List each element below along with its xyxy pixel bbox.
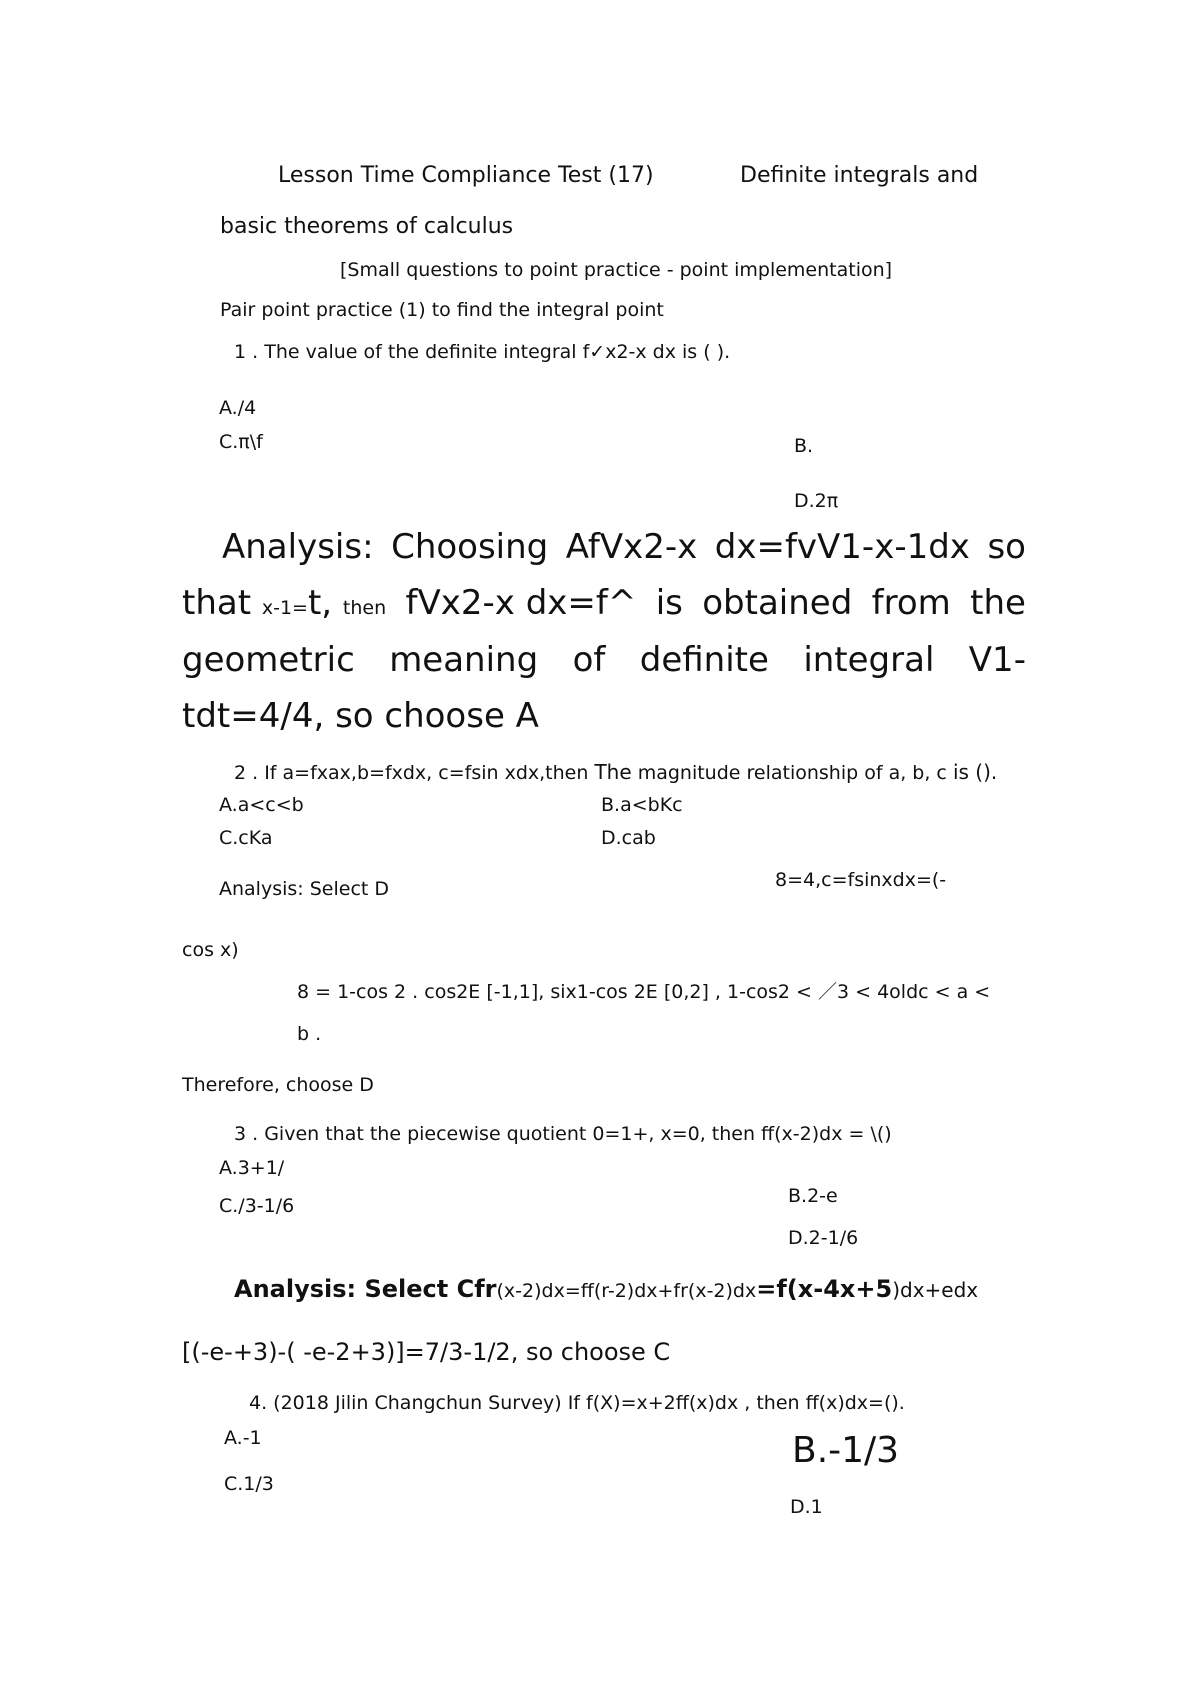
q1-option-b: B.: [794, 435, 814, 457]
q3-analysis-line-1: [234, 1276, 978, 1304]
q4-stem: 4. (2018 Jilin Changchun Survey) If f(X)=x+2ff(x)dx , then ff(x)dx=().: [249, 1392, 905, 1414]
q1-analysis-word: the: [970, 583, 1026, 623]
q1-stem: 1 . The value of the definite integral f✓x2-x dx is ( ).: [234, 341, 731, 363]
q1-analysis-word: so: [987, 527, 1026, 567]
q4-option-d: D.1: [790, 1496, 823, 1518]
title-line-2: basic theorems of calculus: [220, 214, 514, 239]
q1-analysis-line-4: tdt=4/4, so choose A: [182, 696, 539, 736]
q2-stem-part: magnitude relationship of a, b, c: [637, 762, 947, 784]
q1-analysis-word: fVx2-x dx=f^: [405, 583, 637, 623]
q1-analysis-word: meaning: [389, 640, 539, 680]
q1-analysis-word: t,: [307, 583, 333, 623]
q1-analysis-word: Choosing: [391, 527, 549, 567]
q1-analysis-small: then: [342, 597, 387, 619]
q1-analysis-word: AfVx2-x: [565, 527, 698, 567]
q3-option-c: C./3-1/6: [219, 1195, 295, 1217]
q2-cos-line: cos x): [182, 939, 239, 961]
q3-analysis-line-2: [(-e-+3)-( -e-2+3)]=7/3-1/2, so choose C: [182, 1338, 671, 1366]
q1-analysis-word: definite: [639, 640, 769, 680]
q1-analysis-line-1: [222, 528, 1026, 567]
q2-analysis: Analysis: Select D: [219, 878, 390, 900]
q1-analysis-small: x-1=: [261, 597, 308, 619]
q2-equation-1: 8 = 1-cos 2 . cos2E [-1,1], six1-cos 2E [0,2] , 1-cos2 < ／3 < 4oldc < a <: [297, 981, 991, 1003]
q2-option-b: B.a<bKc: [601, 794, 683, 816]
subtitle: [Small questions to point practice - point implementation]: [340, 259, 893, 281]
q4-option-c: C.1/3: [224, 1473, 274, 1495]
q1-analysis-fragment: [182, 584, 386, 623]
q3-option-d: D.2-1/6: [788, 1227, 859, 1249]
q2-stem: [234, 761, 997, 785]
q1-analysis-word: obtained: [702, 583, 853, 623]
q1-option-c: C.π\f: [219, 431, 263, 453]
q2-option-d: D.cab: [601, 827, 656, 849]
q2-analysis-right: 8=4,c=fsinxdx=(-: [775, 869, 947, 891]
q1-analysis-word: of: [572, 640, 606, 680]
q1-option-a: A./4: [219, 397, 257, 419]
q3-option-a: A.3+1/: [219, 1157, 285, 1179]
q2-option-a: A.a<c<b: [219, 794, 304, 816]
q1-analysis-word: geometric: [182, 640, 355, 680]
q1-analysis-word: dx=fvV1-x-1dx: [714, 527, 970, 567]
q1-analysis-line-3: [182, 641, 1026, 680]
q2-stem-part: The: [594, 760, 632, 784]
q1-analysis-word: Analysis:: [222, 527, 374, 567]
q3-analysis-part: (x-2)dx=ff(r-2)dx+fr(x-2)dx: [496, 1280, 757, 1302]
q1-analysis-word: is: [655, 583, 683, 623]
q1-analysis-word: that: [182, 583, 252, 623]
q1-option-d: D.2π: [794, 490, 839, 512]
q3-option-b: B.2-e: [788, 1185, 838, 1207]
q1-analysis-line-2: [182, 584, 1026, 623]
q3-analysis-part: Analysis: Select Cfr: [234, 1275, 497, 1303]
q2-stem-part: 2 . If a=fxax,b=fxdx, c=fsin xdx,then: [234, 762, 589, 784]
q3-stem: 3 . Given that the piecewise quotient 0=1+, x=0, then ff(x-2)dx = \(): [234, 1123, 892, 1145]
q2-stem-part: is ().: [952, 760, 998, 784]
q2-equation-2: b .: [297, 1023, 322, 1045]
q3-analysis-part: )dx+edx: [892, 1278, 979, 1302]
title-line-1: Lesson Time Compliance Test (17): [278, 163, 654, 188]
q1-analysis-word: V1-: [968, 640, 1026, 680]
q2-conclusion: Therefore, choose D: [182, 1074, 374, 1096]
q2-option-c: C.cKa: [219, 827, 273, 849]
q1-analysis-word: from: [871, 583, 951, 623]
q4-option-b: B.-1/3: [792, 1430, 900, 1471]
q1-analysis-word: integral: [803, 640, 935, 680]
title-part-2: Definite integrals and: [740, 163, 979, 188]
q4-option-a: A.-1: [224, 1427, 262, 1449]
section-heading: Pair point practice (1) to find the integral point: [220, 299, 664, 321]
q3-analysis-part: =f(x-4x+5: [756, 1275, 893, 1303]
